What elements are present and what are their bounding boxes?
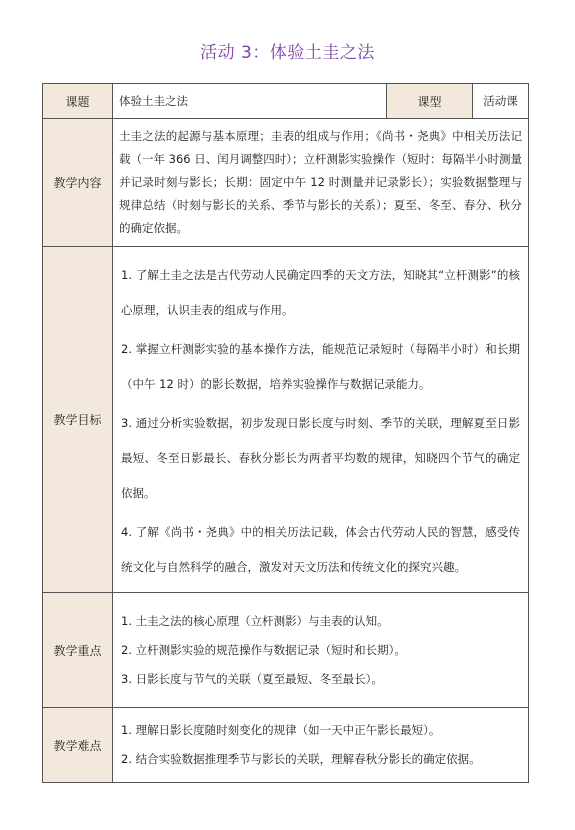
key-point-item: 2. 立杆测影实验的规范操作与数据记录（短时和长期）。 (121, 642, 406, 657)
topic-value: 体验土圭之法 (113, 84, 387, 119)
objective-item: 1. 了解土圭之法是古代劳动人民确定四季的天文方法，知晓其“立杆测影”的核心原理，认识圭表的组成与作用。 (121, 268, 520, 317)
difficulties-row (43, 708, 529, 783)
objective-item: 4. 了解《尚书・尧典》中的相关历法记载，体会古代劳动人民的智慧，感受传统文化与自然科学的融合，激发对天文历法和传统文化的探究兴趣。 (121, 525, 520, 574)
content-text: 土圭之法的起源与基本原理；圭表的组成与作用；《尚书・尧典》中相关历法记载（一年 366 日、闰月调整四时）；立杆测影实验操作（短时：每隔半小时测量并记录时刻与影长；长期：固定中午 12 时测量并记录影长）；实验数据整理与规律总结（时刻与影长的关系、季节与影长的关系）；夏至、冬至、春分、秋分的确定依据。 (119, 129, 523, 235)
content-label: 教学内容 (43, 119, 113, 247)
difficulty-item: 1. 理解日影长度随时刻变化的规律（如一天中正午影长最短）。 (121, 723, 441, 737)
page-title: 活动 3：体验土圭之法 (200, 43, 375, 63)
content-cell (113, 119, 529, 247)
objectives-label: 教学目标 (43, 247, 113, 593)
key-points-label: 教学重点 (43, 593, 113, 708)
type-value: 活动课 (473, 84, 529, 119)
objectives-cell (113, 247, 529, 593)
key-point-item: 3. 日影长度与节气的关联（夏至最短、冬至最长）。 (121, 671, 383, 686)
objectives-row (43, 247, 529, 593)
topic-label: 课题 (43, 84, 113, 119)
key-points-cell (113, 593, 529, 708)
key-points-row (43, 593, 529, 708)
difficulties-cell (113, 708, 529, 783)
difficulties-label: 教学难点 (43, 708, 113, 783)
header-row (43, 84, 529, 119)
lesson-plan-table (42, 83, 529, 783)
type-label: 课型 (387, 84, 473, 119)
objective-item: 3. 通过分析实验数据，初步发现日影长度与时刻、季节的关联，理解夏至日影最短、冬至日影最长、春秋分影长为两者平均数的规律，知晓四个节气的确定依据。 (121, 416, 520, 500)
content-row (43, 119, 529, 247)
objective-item: 2. 掌握立杆测影实验的基本操作方法，能规范记录短时（每隔半小时）和长期（中午 12 时）的影长数据，培养实验操作与数据记录能力。 (121, 342, 520, 391)
key-point-item: 1. 土圭之法的核心原理（立杆测影）与圭表的认知。 (121, 613, 389, 628)
difficulty-item: 2. 结合实验数据推理季节与影长的关联，理解春秋分影长的确定依据。 (121, 752, 481, 766)
